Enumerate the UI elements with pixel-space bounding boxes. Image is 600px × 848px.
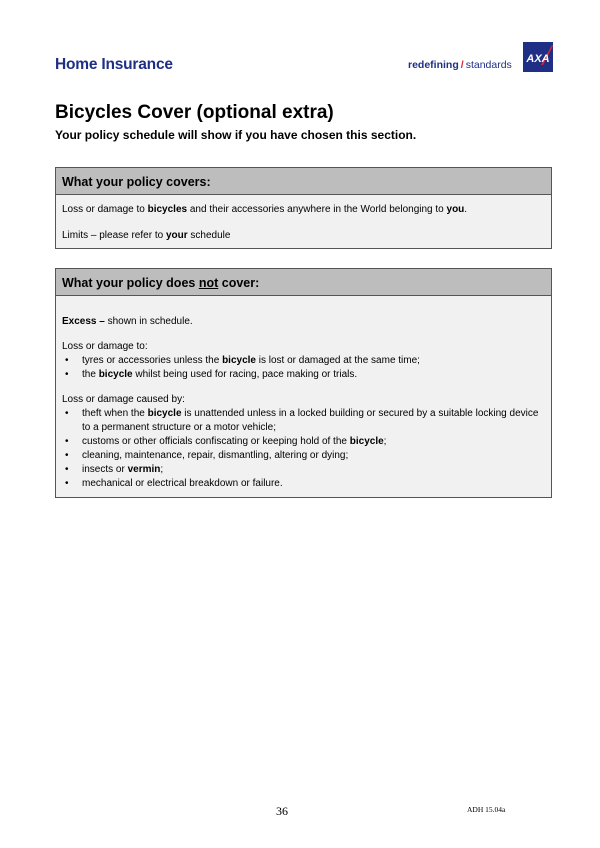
covers-section: [55, 167, 552, 249]
list-item: [62, 354, 545, 368]
text-run: ;: [383, 436, 387, 447]
text-run: cover:: [218, 276, 260, 290]
list-item: [62, 463, 545, 477]
covers-line-2: [62, 229, 545, 243]
not-covered-section: [55, 268, 552, 498]
defined-term: bicycle: [349, 436, 384, 447]
text-run: is lost or damaged at the same time;: [255, 355, 420, 366]
tagline-slash: /: [460, 59, 464, 71]
text-run: Limits – please refer to: [62, 230, 166, 241]
list-item: [62, 435, 545, 449]
axa-logo-icon: [523, 42, 553, 72]
defined-term: bicycle: [147, 408, 182, 419]
text-run: customs or other officials confiscating or keeping hold of the: [82, 436, 350, 447]
text-run: and their accessories anywhere in the World belonging to: [187, 204, 447, 215]
list-item: [62, 477, 545, 491]
text-run: ;: [160, 464, 164, 475]
caused-intro: Loss or damage caused by:: [62, 394, 185, 405]
list-item: [62, 407, 545, 435]
list-item: [62, 449, 545, 463]
covers-line-1: [62, 203, 545, 217]
caused-list: [62, 407, 545, 491]
text-run: What your policy does: [62, 276, 199, 290]
covers-body: [56, 195, 551, 243]
tagline: [408, 59, 512, 71]
defined-term: bicycle: [98, 369, 133, 380]
page-title: Bicycles Cover (optional extra): [55, 102, 334, 123]
text-run: cleaning, maintenance, repair, dismantling, altering or dying;: [82, 450, 349, 461]
excess-line: [62, 315, 545, 329]
page-subtitle: Your policy schedule will show if you have chosen this section.: [55, 128, 417, 142]
defined-term: your: [165, 230, 188, 241]
axa-logo-text: AXA: [526, 53, 550, 65]
brand-title: Home Insurance: [55, 56, 173, 73]
document-reference: ADH 15.04a: [467, 805, 506, 814]
tagline-bold: redefining: [408, 59, 459, 71]
tagline-rest: standards: [465, 59, 512, 71]
not-covered-heading: [56, 269, 551, 296]
underlined-word: not: [198, 276, 219, 290]
covers-heading: What your policy covers:: [56, 168, 551, 195]
excess-label: Excess –: [62, 316, 105, 327]
text-run: .: [464, 204, 468, 215]
page-number: 36: [276, 804, 288, 818]
defined-term: you: [446, 204, 465, 215]
defined-term: vermin: [127, 464, 161, 475]
text-run: whilst being used for racing, pace making or trials.: [132, 369, 358, 380]
text-run: shown in schedule.: [104, 316, 193, 327]
text-run: the: [82, 369, 99, 380]
text-run: Loss or damage to: [62, 204, 148, 215]
defined-term: bicycle: [222, 355, 256, 366]
defined-term: bicycles: [147, 204, 188, 215]
list-item: [62, 368, 545, 382]
text-run: tyres or accessories unless the: [82, 355, 223, 366]
text-run: schedule: [187, 230, 231, 241]
text-run: theft when the: [82, 408, 148, 419]
text-run: insects or: [82, 464, 128, 475]
loss-list: [62, 354, 545, 382]
text-run: is unattended unless in a locked building or secured by a suitable locking device to a permanent structure or a motor vehicle;: [82, 408, 539, 433]
loss-intro: Loss or damage to:: [62, 341, 148, 352]
text-run: mechanical or electrical breakdown or failure.: [82, 478, 283, 489]
not-covered-body: [56, 296, 551, 491]
